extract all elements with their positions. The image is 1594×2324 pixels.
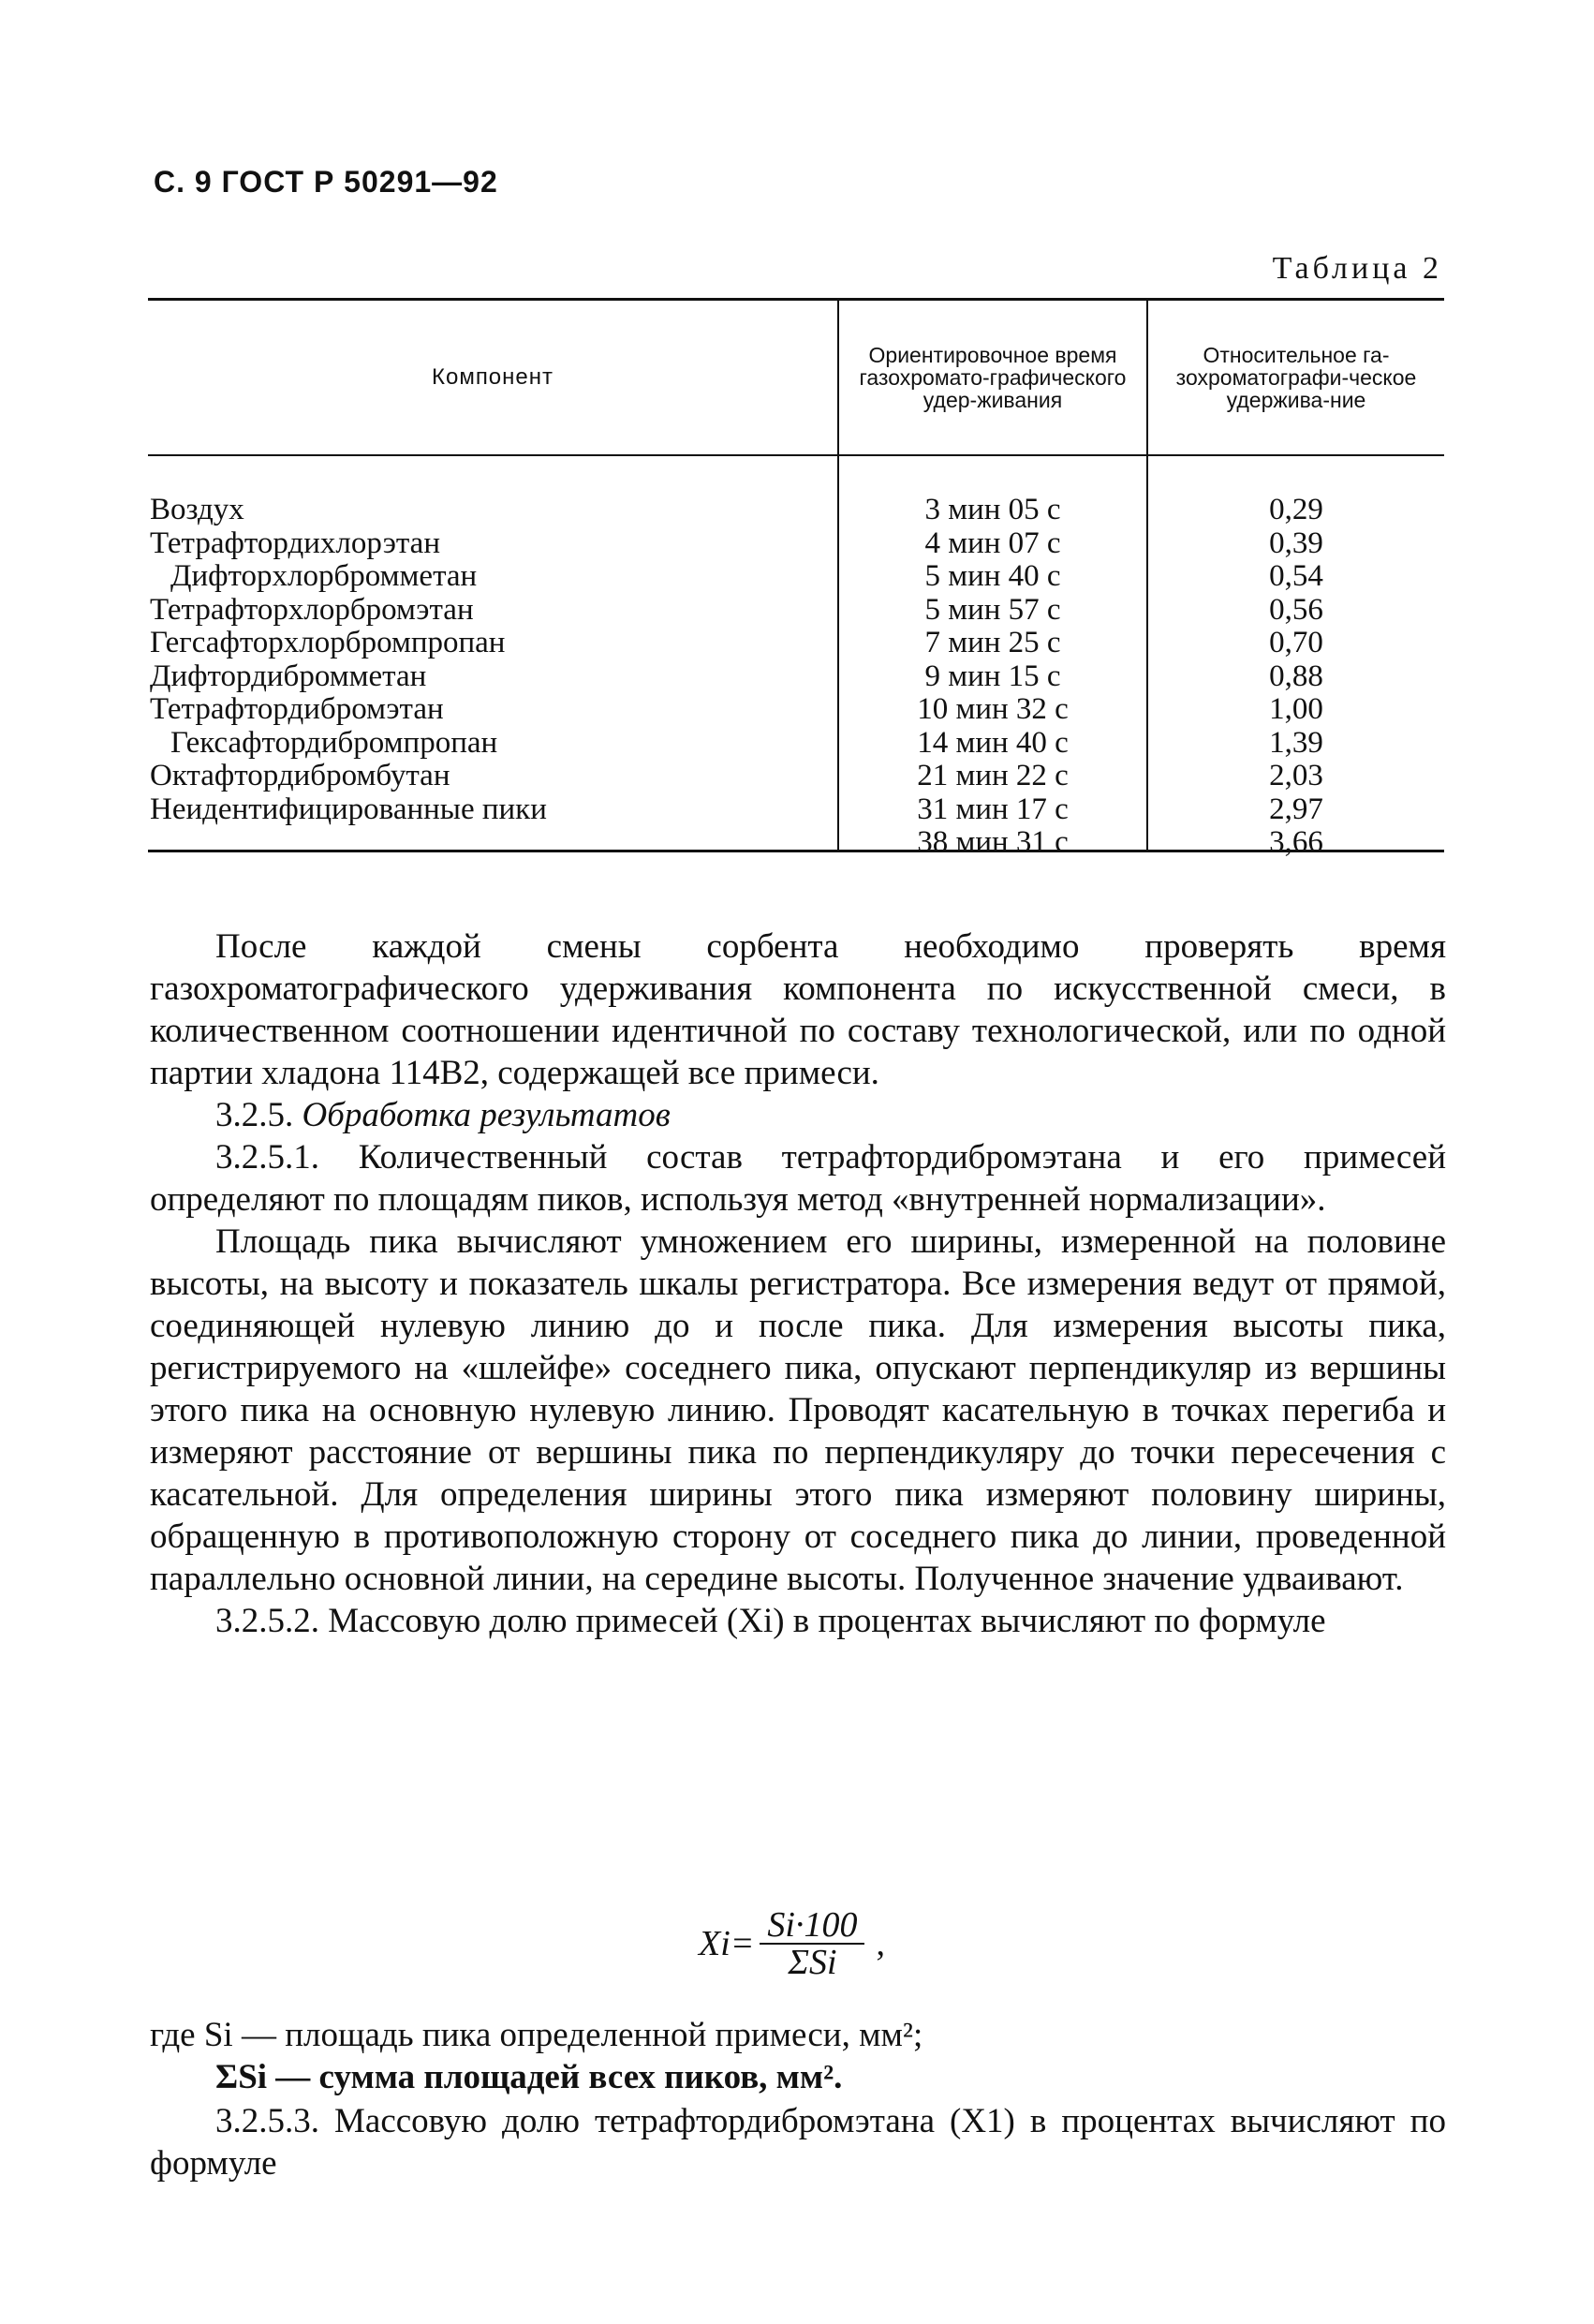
formula-legend: [150, 2014, 1446, 2098]
table-cell: 0,29: [1269, 493, 1323, 526]
table-cell: Дифторхлорбромметан: [170, 559, 478, 593]
table-cell: Гексафтордибромпропан: [170, 725, 498, 760]
section-number: 3.2.5.: [215, 1096, 294, 1134]
table-caption: Таблица 2: [1272, 251, 1442, 286]
section-title: Обработка результатов: [302, 1096, 671, 1134]
paragraph-3-2-5-1: 3.2.5.1. Количественный состав тетрафтордибромэтана и его примесей определяют по площадям пиков, используя метод «внутренней нормализации».: [150, 1138, 1446, 1219]
table-cell: 0,39: [1269, 525, 1323, 560]
table-body: [148, 454, 1444, 859]
table-cell: 31 мин 17 с: [917, 792, 1069, 826]
table-cell: 0,54: [1269, 559, 1323, 593]
body-text: [150, 925, 1446, 1642]
table-cell: 0,88: [1269, 659, 1323, 693]
table-cell: 5 мин 40 с: [924, 559, 1061, 593]
table-cell: 2,97: [1269, 792, 1323, 826]
table-cell: Неидентифицированные пики: [150, 792, 547, 826]
table-cell: 0,56: [1269, 592, 1323, 627]
page-header: С. 9 ГОСТ Р 50291—92: [154, 165, 498, 199]
formula-trailing: ,: [876, 1924, 885, 1963]
formula: [699, 1907, 885, 1980]
paragraph-3-2-5-2: 3.2.5.2. Массовую долю примесей (Xi) в процентах вычисляют по формуле: [215, 1602, 1326, 1640]
header-retention-time: Ориентировочное время газохромато-графического удер-живания: [837, 301, 1146, 454]
table-cell: 10 мин 32 с: [917, 692, 1069, 726]
formula-fraction: [760, 1907, 864, 1980]
table-cell: Тетрафтордихлорэтан: [150, 525, 440, 560]
table-cell: Тетрафтордибромэтан: [150, 692, 444, 726]
table-cell: 3 мин 05 с: [924, 493, 1061, 526]
table-cell: Дифтордибромметан: [150, 659, 427, 693]
formula-denominator: ΣSi: [788, 1943, 837, 1982]
table-cell: [148, 826, 837, 860]
header-component: Компонент: [431, 364, 554, 390]
table-cell: Гегсафторхлорбромпропан: [150, 626, 506, 659]
formula-lhs: Xi=: [699, 1924, 755, 1963]
table-cell: 4 мин 07 с: [924, 525, 1061, 560]
table-cell: 0,70: [1269, 626, 1323, 659]
table-cell: 7 мин 25 с: [924, 626, 1061, 659]
table-cell: Воздух: [150, 493, 244, 526]
retention-time-column: [837, 456, 1146, 859]
paragraph-sorbent: После каждой смены сорбента необходимо проверять время газохроматографического удерживания компонента по искусственной смеси, в количественном соотношении идентичной по составу технологической, или по одной партии хладона 114В2, содержащей все примеси.: [150, 927, 1446, 1092]
body-text-tail: [150, 2100, 1446, 2184]
data-table: [148, 298, 1444, 859]
component-column: [148, 456, 837, 850]
legend-line-sum: ΣSi — сумма площадей всех пиков, мм².: [215, 2058, 843, 2096]
header-relative-retention: Относительное га-зохроматографи-ческое удержива-ние: [1146, 301, 1444, 454]
table-cell: Октафтордибромбутан: [150, 759, 450, 792]
table-cell: 5 мин 57 с: [924, 592, 1061, 627]
table-cell: 21 мин 22 с: [917, 759, 1069, 792]
section-heading: [150, 1094, 1446, 1136]
table-header-row: [148, 301, 1444, 454]
legend-line-si: где Si — площадь пика определенной примеси, мм²;: [150, 2016, 923, 2054]
table-cell: 9 мин 15 с: [924, 659, 1061, 693]
formula-numerator: Si·100: [760, 1907, 864, 1945]
paragraph-3-2-5-3: 3.2.5.3. Массовую долю тетрафтордибромэтана (X1) в процентах вычисляют по формуле: [150, 2102, 1446, 2183]
table-cell: 38 мин 31 с: [917, 825, 1069, 859]
table-cell: 3,66: [1269, 825, 1323, 859]
table-cell: 1,00: [1269, 692, 1323, 726]
table-cell: 1,39: [1269, 725, 1323, 760]
table-cell: 14 мин 40 с: [917, 725, 1069, 760]
table-cell: 2,03: [1269, 759, 1323, 792]
table-cell: Тетрафторхлорбромэтан: [150, 592, 474, 627]
paragraph-peak-area: Площадь пика вычисляют умножением его ширины, измеренной на половине высоты, на высоту и показатель шкалы регистратора. Все измерения ведут от прямой, соединяющей нулевую линию до и после пика. Для измерения высоты пика, регистрируемого на «шлейфе» соседнего пика, опускают перпендикуляр из вершины этого пика на основную нулевую линию. Проводят касательную в точках перегиба и измеряют расстояние от вершины пика по перпендикуляру до точки пересечения с касательной. Для определения ширины этого пика измеряют половину ширины, обращенную в противоположную сторону от соседнего пика до линии, проведенной параллельно основной линии, на середине высоты. Полученное значение удваивают.: [150, 1222, 1446, 1598]
relative-retention-column: [1146, 456, 1444, 859]
